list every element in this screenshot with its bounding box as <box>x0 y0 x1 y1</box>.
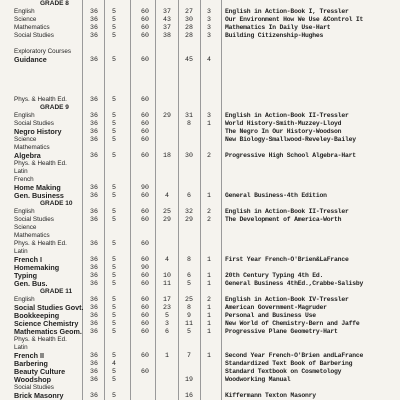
periods-cell: 5 <box>112 368 116 375</box>
books-cell: 31 <box>185 112 193 119</box>
minutes-cell: 60 <box>141 368 149 375</box>
table-row <box>0 328 400 336</box>
table-row <box>0 88 400 96</box>
weeks-cell: 36 <box>90 216 98 223</box>
periods-cell: 5 <box>112 352 116 359</box>
table-row <box>0 32 400 40</box>
sections-cell: 1 <box>207 272 211 279</box>
weeks-cell: 36 <box>90 304 98 311</box>
periods-cell: 5 <box>112 216 116 223</box>
enrollment-cell: 23 <box>163 304 171 311</box>
minutes-cell: 60 <box>141 112 149 119</box>
table-row <box>0 136 400 144</box>
enrollment-cell: 10 <box>163 272 171 279</box>
weeks-cell: 36 <box>90 152 98 159</box>
books-cell: 30 <box>185 152 193 159</box>
textbook-cell: General Business 4thEd.,Crabbe-Salisby <box>225 280 364 287</box>
table-row <box>0 384 400 392</box>
subject-cell: GRADE 11 <box>40 288 73 295</box>
books-cell: 6 <box>187 192 191 199</box>
textbook-cell: The Negro In Our History-Woodson <box>225 128 342 135</box>
table-row <box>0 248 400 256</box>
subject-cell: Bookkeeping <box>14 312 60 320</box>
textbook-cell: Personal and Business Use <box>225 312 316 319</box>
minutes-cell: 90 <box>141 264 149 271</box>
table-row <box>0 224 400 232</box>
minutes-cell: 60 <box>141 16 149 23</box>
enrollment-cell: 11 <box>163 280 171 287</box>
subject-cell: Woodshop <box>14 376 51 384</box>
weeks-cell: 36 <box>90 32 98 39</box>
table-row <box>0 288 400 296</box>
periods-cell: 5 <box>112 208 116 215</box>
sections-cell: 2 <box>207 296 211 303</box>
weeks-cell: 36 <box>90 328 98 335</box>
subject-cell: Homemaking <box>14 264 60 272</box>
books-cell: 8 <box>187 304 191 311</box>
table-row <box>0 128 400 136</box>
weeks-cell: 36 <box>90 320 98 327</box>
minutes-cell: 60 <box>141 152 149 159</box>
periods-cell: 5 <box>112 240 116 247</box>
subject-cell: English <box>14 208 35 215</box>
sections-cell: 1 <box>207 120 211 127</box>
minutes-cell: 60 <box>141 216 149 223</box>
weeks-cell: 36 <box>90 112 98 119</box>
table-row <box>0 280 400 288</box>
subject-cell: Science <box>14 136 37 143</box>
books-cell: 19 <box>185 376 193 383</box>
subject-cell: GRADE 9 <box>40 104 69 111</box>
minutes-cell: 60 <box>141 328 149 335</box>
periods-cell: 4 <box>112 360 116 367</box>
textbook-cell: New Biology-Smallwood-Reveley-Bailey <box>225 136 356 143</box>
subject-cell: French <box>14 176 34 183</box>
weeks-cell: 36 <box>90 312 98 319</box>
sections-cell: 1 <box>207 328 211 335</box>
periods-cell: 5 <box>112 264 116 271</box>
subject-cell: Latin <box>14 344 28 351</box>
minutes-cell: 60 <box>141 120 149 127</box>
sections-cell: 1 <box>207 320 211 327</box>
table-row <box>0 48 400 56</box>
books-cell: 7 <box>187 352 191 359</box>
table-row <box>0 272 400 280</box>
table-row <box>0 8 400 16</box>
periods-cell: 5 <box>112 320 116 327</box>
textbook-cell: Our Environment How We Use &Control It <box>225 16 364 23</box>
periods-cell: 5 <box>112 256 116 263</box>
enrollment-cell: 38 <box>163 32 171 39</box>
table-row <box>0 352 400 360</box>
periods-cell: 5 <box>112 128 116 135</box>
table-row <box>0 80 400 88</box>
table-row <box>0 208 400 216</box>
table-row <box>0 64 400 72</box>
table-row <box>0 392 400 400</box>
weeks-cell: 36 <box>90 192 98 199</box>
subject-cell: Social Studies <box>14 120 54 127</box>
subject-cell: Home Making <box>14 184 61 192</box>
weeks-cell: 36 <box>90 96 98 103</box>
periods-cell: 5 <box>112 392 116 399</box>
sections-cell: 1 <box>207 304 211 311</box>
minutes-cell: 60 <box>141 136 149 143</box>
subject-cell: English <box>14 8 35 15</box>
enrollment-cell: 5 <box>165 312 169 319</box>
subject-cell: Typing <box>14 272 38 280</box>
subject-cell: Phys. & Health Ed. <box>14 160 67 167</box>
table-row <box>0 304 400 312</box>
weeks-cell: 36 <box>90 272 98 279</box>
table-row <box>0 336 400 344</box>
weeks-cell: 36 <box>90 360 98 367</box>
minutes-cell: 60 <box>141 24 149 31</box>
textbook-cell: Standardized Text Book of Barbering <box>225 360 353 367</box>
weeks-cell: 36 <box>90 280 98 287</box>
minutes-cell: 60 <box>141 32 149 39</box>
subject-cell: Exploratory Courses <box>14 48 72 55</box>
enrollment-cell: 43 <box>163 16 171 23</box>
periods-cell: 5 <box>112 272 116 279</box>
enrollment-cell: 37 <box>163 24 171 31</box>
enrollment-cell: 4 <box>165 256 169 263</box>
textbook-cell: English in Action-Book II-Tressler <box>225 112 349 119</box>
textbook-cell: English in Action-Book II-Tressler <box>225 208 349 215</box>
books-cell: 28 <box>185 32 193 39</box>
sections-cell: 4 <box>207 56 211 63</box>
weeks-cell: 36 <box>90 352 98 359</box>
table-row <box>0 368 400 376</box>
textbook-cell: Mathematics In Daily Use-Hart <box>225 24 331 31</box>
books-cell: 45 <box>185 56 193 63</box>
subject-cell: English <box>14 112 35 119</box>
periods-cell: 5 <box>112 120 116 127</box>
minutes-cell: 60 <box>141 296 149 303</box>
periods-cell: 5 <box>112 136 116 143</box>
subject-cell: French I <box>14 256 42 264</box>
subject-cell: Mathematics <box>14 144 50 151</box>
books-cell: 5 <box>187 328 191 335</box>
textbook-cell: Progressive High School Algebra-Hart <box>225 152 356 159</box>
table-row <box>0 344 400 352</box>
minutes-cell: 60 <box>141 96 149 103</box>
minutes-cell: 60 <box>141 312 149 319</box>
subject-cell: Social Studies <box>14 32 54 39</box>
table-row <box>0 16 400 24</box>
books-cell: 16 <box>185 392 193 399</box>
minutes-cell: 60 <box>141 304 149 311</box>
table-row <box>0 40 400 48</box>
periods-cell: 5 <box>112 112 116 119</box>
table-row <box>0 144 400 152</box>
sections-cell: 1 <box>207 192 211 199</box>
minutes-cell: 60 <box>141 272 149 279</box>
sections-cell: 3 <box>207 24 211 31</box>
weeks-cell: 36 <box>90 208 98 215</box>
enrollment-cell: 37 <box>163 8 171 15</box>
sections-cell: 3 <box>207 8 211 15</box>
enrollment-cell: 3 <box>165 320 169 327</box>
periods-cell: 5 <box>112 96 116 103</box>
periods-cell: 5 <box>112 280 116 287</box>
table-row <box>0 320 400 328</box>
periods-cell: 5 <box>112 32 116 39</box>
sections-cell: 3 <box>207 32 211 39</box>
subject-cell: GRADE 10 <box>40 200 73 207</box>
weeks-cell: 36 <box>90 136 98 143</box>
table-row <box>0 160 400 168</box>
periods-cell: 5 <box>112 184 116 191</box>
periods-cell: 5 <box>112 16 116 23</box>
minutes-cell: 60 <box>141 352 149 359</box>
table-row <box>0 312 400 320</box>
subject-cell: French II <box>14 352 44 360</box>
minutes-cell: 90 <box>141 184 149 191</box>
table-row <box>0 24 400 32</box>
table-row <box>0 376 400 384</box>
periods-cell: 5 <box>112 8 116 15</box>
books-cell: 30 <box>185 16 193 23</box>
table-row <box>0 72 400 80</box>
table-row <box>0 0 400 8</box>
weeks-cell: 36 <box>90 8 98 15</box>
textbook-cell: Progressive Plane Geometry-Hart <box>225 328 338 335</box>
weeks-cell: 36 <box>90 56 98 63</box>
table-row <box>0 184 400 192</box>
periods-cell: 5 <box>112 192 116 199</box>
minutes-cell: 60 <box>141 280 149 287</box>
table-row <box>0 120 400 128</box>
weeks-cell: 36 <box>90 184 98 191</box>
textbook-cell: New World of Chemistry-Bern and Jaffe <box>225 320 360 327</box>
weeks-cell: 36 <box>90 392 98 399</box>
weeks-cell: 36 <box>90 256 98 263</box>
subject-cell: Latin <box>14 248 28 255</box>
books-cell: 27 <box>185 8 193 15</box>
textbook-cell: Standard Textbook on Cosmetology <box>225 368 342 375</box>
textbook-cell: General Business-4th Edition <box>225 192 327 199</box>
subject-cell: Social Studies Govt. <box>14 304 84 312</box>
books-cell: 28 <box>185 24 193 31</box>
subject-cell: Phys. & Health Ed. <box>14 336 67 343</box>
books-cell: 8 <box>187 120 191 127</box>
textbook-cell: First Year French-O'Brien&LaFrance <box>225 256 349 263</box>
minutes-cell: 60 <box>141 320 149 327</box>
weeks-cell: 36 <box>90 264 98 271</box>
sections-cell: 2 <box>207 208 211 215</box>
enrollment-cell: 6 <box>165 328 169 335</box>
minutes-cell: 60 <box>141 208 149 215</box>
subject-cell: Guidance <box>14 56 47 64</box>
table-row <box>0 96 400 104</box>
textbook-cell: Building Citizenship-Hughes <box>225 32 324 39</box>
periods-cell: 5 <box>112 152 116 159</box>
subject-cell: Latin <box>14 168 28 175</box>
minutes-cell: 60 <box>141 192 149 199</box>
table-row <box>0 216 400 224</box>
table-row <box>0 264 400 272</box>
periods-cell: 5 <box>112 56 116 63</box>
sections-cell: 2 <box>207 216 211 223</box>
subject-cell: Phys. & Health Ed. <box>14 240 67 247</box>
weeks-cell: 36 <box>90 296 98 303</box>
subject-cell: GRADE 8 <box>40 0 69 7</box>
subject-cell: Phys. & Health Ed. <box>14 96 67 103</box>
books-cell: 32 <box>185 208 193 215</box>
enrollment-cell: 17 <box>163 296 171 303</box>
enrollment-cell: 18 <box>163 152 171 159</box>
table-row <box>0 200 400 208</box>
subject-cell: Science <box>14 16 37 23</box>
minutes-cell: 60 <box>141 128 149 135</box>
books-cell: 8 <box>187 256 191 263</box>
table-row <box>0 360 400 368</box>
subject-cell: Algebra <box>14 152 41 160</box>
periods-cell: 5 <box>112 376 116 383</box>
subject-cell: Science Chemistry <box>14 320 79 328</box>
subject-cell: Mathematics <box>14 24 50 31</box>
table-row <box>0 232 400 240</box>
weeks-cell: 36 <box>90 376 98 383</box>
books-cell: 29 <box>185 216 193 223</box>
books-cell: 5 <box>187 280 191 287</box>
subject-cell: Negro History <box>14 128 62 136</box>
subject-cell: Barbering <box>14 360 48 368</box>
books-cell: 6 <box>187 272 191 279</box>
minutes-cell: 60 <box>141 240 149 247</box>
subject-cell: Gen. Bus. <box>14 280 48 288</box>
textbook-cell: Woodworking Manual <box>225 376 291 383</box>
weeks-cell: 36 <box>90 24 98 31</box>
textbook-cell: Second Year French-O'Brien andLaFrance <box>225 352 364 359</box>
periods-cell: 5 <box>112 312 116 319</box>
table-row <box>0 112 400 120</box>
sections-cell: 3 <box>207 112 211 119</box>
subject-cell: Social Studies <box>14 384 54 391</box>
books-cell: 25 <box>185 296 193 303</box>
textbook-cell: American Government-Magruder <box>225 304 327 311</box>
subject-cell: Beauty Culture <box>14 368 66 376</box>
subject-cell: Science <box>14 224 37 231</box>
weeks-cell: 36 <box>90 240 98 247</box>
table-row <box>0 192 400 200</box>
table-row <box>0 176 400 184</box>
table-row <box>0 104 400 112</box>
enrollment-cell: 29 <box>163 216 171 223</box>
minutes-cell: 60 <box>141 8 149 15</box>
sections-cell: 3 <box>207 16 211 23</box>
sections-cell: 2 <box>207 152 211 159</box>
enrollment-cell: 25 <box>163 208 171 215</box>
table-row <box>0 256 400 264</box>
table-row <box>0 152 400 160</box>
periods-cell: 5 <box>112 328 116 335</box>
table-row <box>0 240 400 248</box>
minutes-cell: 60 <box>141 56 149 63</box>
subject-cell: Mathematics <box>14 232 50 239</box>
textbook-cell: 20th Century Typing 4th Ed. <box>225 272 324 279</box>
sections-cell: 1 <box>207 352 211 359</box>
books-cell: 11 <box>185 320 193 327</box>
subject-cell: Gen. Business <box>14 192 64 200</box>
weeks-cell: 36 <box>90 120 98 127</box>
sections-cell: 1 <box>207 312 211 319</box>
subject-cell: English <box>14 296 35 303</box>
subject-cell: Brick Masonry <box>14 392 64 400</box>
subject-cell: Social Studies <box>14 216 54 223</box>
enrollment-cell: 4 <box>165 192 169 199</box>
books-cell: 9 <box>187 312 191 319</box>
table-row <box>0 168 400 176</box>
weeks-cell: 36 <box>90 128 98 135</box>
textbook-cell: Kiffermann Texton Masonry <box>225 392 316 399</box>
periods-cell: 5 <box>112 296 116 303</box>
enrollment-cell: 29 <box>163 112 171 119</box>
subject-cell: Mathematics Geom. <box>14 328 82 336</box>
periods-cell: 5 <box>112 304 116 311</box>
enrollment-cell: 1 <box>165 352 169 359</box>
minutes-cell: 60 <box>141 256 149 263</box>
sections-cell: 1 <box>207 256 211 263</box>
textbook-cell: World History-Smith-Muzzey-Lloyd <box>225 120 342 127</box>
textbook-cell: English in Action-Book I, Tressler <box>225 8 349 15</box>
weeks-cell: 36 <box>90 16 98 23</box>
textbook-cell: English in Action-Book IV-Tressler <box>225 296 349 303</box>
periods-cell: 5 <box>112 24 116 31</box>
sections-cell: 1 <box>207 280 211 287</box>
textbook-cell: The Development of America-Worth <box>225 216 342 223</box>
table-row <box>0 56 400 64</box>
weeks-cell: 36 <box>90 368 98 375</box>
table-row <box>0 296 400 304</box>
